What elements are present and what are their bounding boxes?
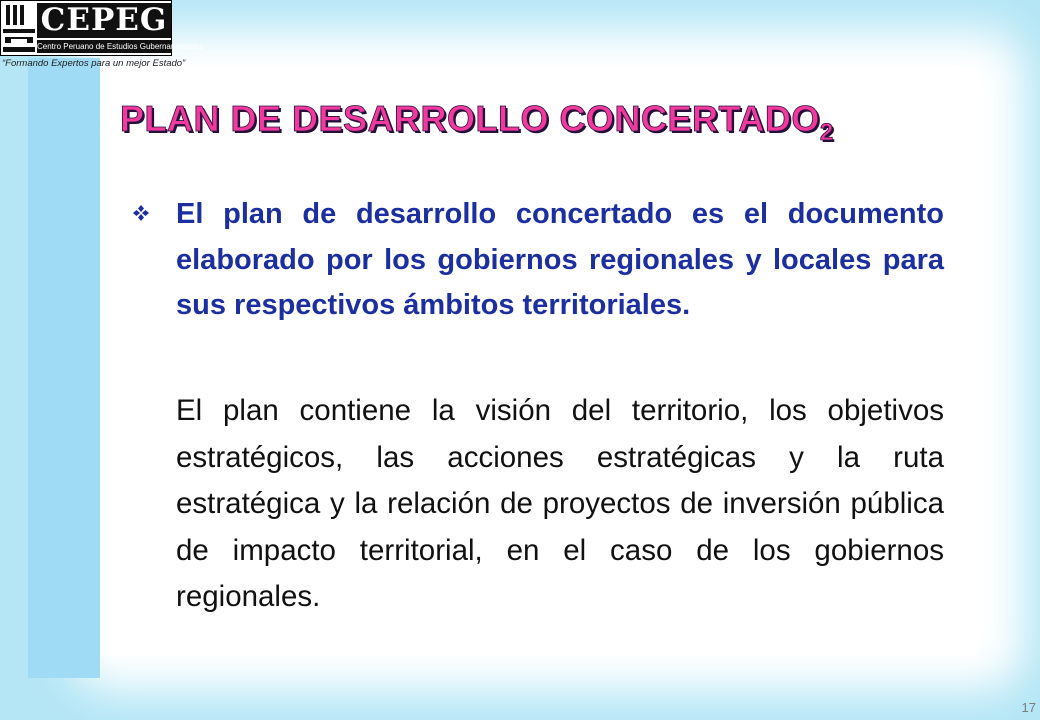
logo-subtitle: Centro Peruano de Estudios Gubernamentales — [37, 42, 204, 51]
slide-title-text: PLAN DE DESARROLLO CONCERTADO — [120, 98, 820, 139]
building-columns-icon — [3, 3, 35, 53]
logo-wordmark: CEPEG — [37, 3, 171, 38]
diamond-bullet-icon — [132, 204, 150, 222]
page-number: 17 — [1021, 700, 1036, 715]
logo-tagline: “Formando Expertos para un mejor Estado” — [2, 58, 186, 69]
left-decorative-bar — [28, 58, 100, 678]
logo-frame — [0, 0, 204, 56]
cepeg-logo — [0, 0, 204, 72]
definition-paragraph: El plan de desarrollo concertado es el documento elaborado por los gobiernos regionales y locales para sus respectivos ámbitos territoriales. — [176, 198, 944, 321]
content-paragraph: El plan contiene la visión del territorio, los objetivos estratégicos, las acciones estratégicas y la ruta estratégica y la relación de proyectos de inversión pública de impacto territorial, en el caso de los gobiernos regionales. — [176, 394, 944, 613]
slide-title — [120, 98, 980, 146]
slide-title-subscript: 2 — [819, 119, 834, 146]
